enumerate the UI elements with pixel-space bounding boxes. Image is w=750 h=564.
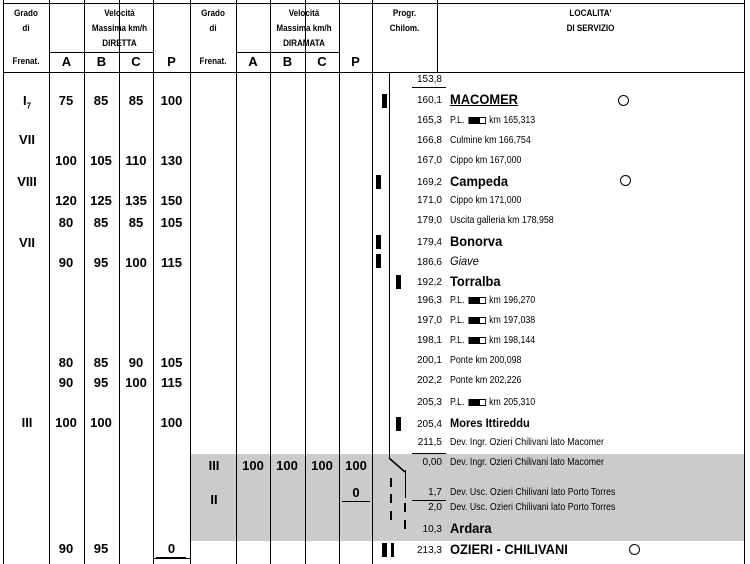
speed-value: 105 — [160, 355, 183, 370]
station-name: Ardara — [450, 520, 492, 536]
speed-value: 85 — [128, 93, 144, 108]
speed-value: 150 — [160, 193, 183, 208]
progressive-km: 153,8 — [416, 74, 442, 85]
grado-label: VII — [19, 132, 35, 147]
progressive-km: 0,00 — [422, 457, 442, 468]
speed-value: 80 — [58, 355, 74, 370]
progressive-km: 165,3 — [416, 115, 442, 126]
level-crossing-icon — [468, 117, 486, 124]
progressive-km: 198,1 — [416, 335, 442, 346]
signal-marker — [376, 175, 381, 189]
station-circle — [618, 95, 629, 106]
station-name: MACOMER — [450, 91, 518, 107]
speed-diramata-p-zero: 0 — [352, 485, 360, 500]
level-crossing — [450, 335, 535, 346]
location-note: Ponte km 202,226 — [450, 375, 522, 386]
progressive-km: 196,3 — [416, 295, 442, 306]
signal-marker — [396, 417, 401, 431]
speed-value: 115 — [161, 255, 182, 270]
col-divider — [236, 0, 237, 564]
pl-km: km 198,144 — [489, 335, 536, 346]
pl-km: km 196,270 — [489, 295, 536, 306]
speed-value: 85 — [128, 215, 144, 230]
col-header-b: B — [96, 54, 107, 69]
speed-value: 110 — [125, 153, 147, 168]
station-name: Giave — [450, 254, 479, 268]
col-divider — [437, 0, 438, 72]
speed-value: 90 — [58, 541, 74, 556]
location-note: Dev. Ingr. Ozieri Chilivani lato Macomer — [450, 437, 604, 448]
speed-underline — [156, 557, 186, 558]
track-dash — [390, 494, 392, 503]
progressive-km: 205,3 — [416, 397, 442, 408]
prog-underline — [412, 87, 446, 88]
speed-value: 120 — [55, 193, 77, 208]
speed-value: 100 — [90, 415, 112, 430]
speed-underline — [342, 501, 370, 502]
signal-marker — [396, 275, 401, 289]
progressive-km: 205,4 — [416, 419, 442, 430]
header-velocita-diramata: Velocità Massima km/h DIRAMATA — [276, 8, 332, 49]
grado-diramata-label: III — [208, 458, 220, 473]
speed-value: 100 — [55, 415, 77, 430]
grado-label: VIII — [17, 174, 37, 189]
station-name: Bonorva — [450, 233, 503, 249]
signal-marker — [382, 543, 387, 557]
border-right — [744, 0, 745, 564]
progressive-km: 179,0 — [416, 215, 442, 226]
grado-label: VII — [19, 235, 35, 250]
col-header-p-diramata: P — [351, 54, 360, 69]
col-divider — [190, 0, 191, 564]
progressive-km: 211,5 — [417, 437, 442, 448]
speed-diramata-p: 100 — [345, 458, 367, 473]
header-grado-left: Grado di — [14, 8, 38, 34]
speed-value: 85 — [93, 93, 109, 108]
prog-underline — [412, 453, 446, 454]
speed-value: 125 — [90, 193, 112, 208]
speed-value: 135 — [125, 193, 147, 208]
level-crossing-icon — [468, 399, 486, 406]
progressive-km: 200,1 — [416, 355, 442, 366]
col-header-c-diramata: C — [317, 54, 327, 69]
level-crossing — [450, 315, 535, 326]
speed-value: 95 — [93, 375, 109, 390]
col-header-p: P — [167, 54, 176, 69]
speed-value: 100 — [125, 255, 147, 270]
station-name: OZIERI - CHILIVANI — [450, 541, 568, 557]
header-grado-right: Grado di — [201, 8, 225, 34]
speed-value: 85 — [93, 215, 109, 230]
track-dash — [390, 478, 392, 487]
progressive-km: 197,0 — [416, 315, 442, 326]
prog-underline — [412, 500, 446, 501]
speed-value: 90 — [58, 255, 74, 270]
level-crossing — [450, 115, 535, 126]
speed-value: 95 — [93, 541, 109, 556]
progressive-km: 160,1 — [416, 95, 442, 106]
col-divider — [49, 0, 50, 564]
location-note: Dev. Usc. Ozieri Chilivani lato Porto Torres — [450, 487, 616, 498]
level-crossing-icon — [468, 297, 486, 304]
header-progr: Progr. Chilom. — [389, 8, 420, 34]
level-crossing-icon — [468, 317, 486, 324]
progressive-km: 1,7 — [428, 487, 442, 498]
station-name: Mores Ittireddu — [450, 416, 530, 430]
pl-label: P.L. — [450, 295, 465, 306]
speed-value: 105 — [160, 215, 183, 230]
grado-diramata-label: II — [210, 492, 218, 507]
speed-diramata-a: 100 — [242, 458, 264, 473]
signal-marker — [382, 94, 387, 108]
speed-value: 90 — [58, 375, 74, 390]
border-left — [3, 0, 4, 564]
speed-value: 100 — [55, 153, 77, 168]
speed-value: 80 — [58, 215, 74, 230]
bottom-rule — [153, 558, 190, 559]
pl-km: km 165,313 — [489, 115, 536, 126]
grado-subscript: 7 — [26, 101, 32, 111]
track-dash — [390, 511, 392, 520]
location-note: Cippo km 171,000 — [450, 195, 522, 206]
col-divider — [84, 0, 85, 564]
level-crossing — [450, 295, 535, 306]
signal-marker — [376, 254, 381, 268]
pl-km: km 197,038 — [489, 315, 536, 326]
speed-diramata-b: 100 — [276, 458, 298, 473]
track-line — [389, 72, 390, 458]
speed-value: 115 — [161, 375, 182, 390]
progressive-km: 179,4 — [416, 237, 442, 248]
speed-value: 100 — [160, 93, 183, 108]
col-header-a: A — [61, 54, 72, 69]
grado-label: III — [21, 415, 33, 430]
speed-value: 85 — [93, 355, 109, 370]
progressive-km: 2,0 — [428, 502, 442, 513]
speed-value: 100 — [160, 415, 183, 430]
signal-marker — [391, 543, 394, 557]
header-frenat-left: Frenat. — [12, 56, 40, 67]
pl-label: P.L. — [450, 115, 465, 126]
col-divider — [119, 0, 120, 564]
col-header-a-diramata: A — [248, 54, 258, 69]
header-velocita-diretta: Velocità Massima km/h DIRETTA — [91, 8, 148, 49]
progressive-km: 167,0 — [416, 155, 442, 166]
location-note: Dev. Ingr. Ozieri Chilivani lato Macomer — [450, 457, 604, 468]
pl-label: P.L. — [450, 335, 465, 346]
speed-diramata-c: 100 — [311, 458, 333, 473]
header-divider — [3, 72, 744, 73]
level-crossing — [450, 397, 535, 408]
speed-value: 105 — [90, 153, 112, 168]
pl-km: km 205,310 — [489, 397, 536, 408]
pl-label: P.L. — [450, 315, 465, 326]
station-name: Campeda — [450, 173, 508, 189]
col-divider — [305, 0, 306, 564]
station-circle — [629, 544, 640, 555]
station-circle — [620, 175, 631, 186]
col-divider — [153, 0, 154, 564]
header-frenat-right: Frenat. — [199, 56, 227, 67]
border-top — [3, 3, 744, 4]
speed-value: 0 — [167, 541, 176, 556]
progressive-km: 192,2 — [416, 277, 442, 288]
signal-marker — [376, 235, 381, 249]
progressive-km: 202,2 — [416, 375, 442, 386]
col-divider — [339, 0, 340, 564]
progressive-km: 171,0 — [416, 195, 442, 206]
progressive-km: 10,3 — [422, 524, 442, 535]
location-note: Uscita galleria km 178,958 — [450, 215, 554, 226]
col-divider — [372, 0, 373, 564]
grado-label: I — [22, 93, 27, 108]
progressive-km: 213,3 — [416, 545, 442, 556]
speed-value: 90 — [128, 355, 144, 370]
speed-value: 100 — [125, 375, 147, 390]
progressive-km: 169,2 — [416, 177, 442, 188]
location-note: Cippo km 167,000 — [450, 155, 522, 166]
progressive-km: 186,6 — [416, 257, 442, 268]
level-crossing-icon — [468, 337, 486, 344]
speed-value: 130 — [160, 153, 183, 168]
location-note: Ponte km 200,098 — [450, 355, 522, 366]
grado-I7 — [3, 93, 51, 111]
pl-label: P.L. — [450, 397, 465, 408]
speed-value: 95 — [93, 255, 109, 270]
col-divider — [270, 0, 271, 564]
progressive-km: 166,8 — [416, 135, 442, 146]
speed-value: 75 — [58, 93, 74, 108]
location-note: Dev. Usc. Ozieri Chilivani lato Porto Torres — [450, 502, 616, 513]
station-name: Torralba — [450, 273, 501, 289]
location-note: Culmine km 166,754 — [450, 135, 531, 146]
col-header-b-diramata: B — [282, 54, 293, 69]
col-header-c: C — [131, 54, 141, 69]
header-localita: LOCALITA' DI SERVIZIO — [566, 8, 615, 34]
